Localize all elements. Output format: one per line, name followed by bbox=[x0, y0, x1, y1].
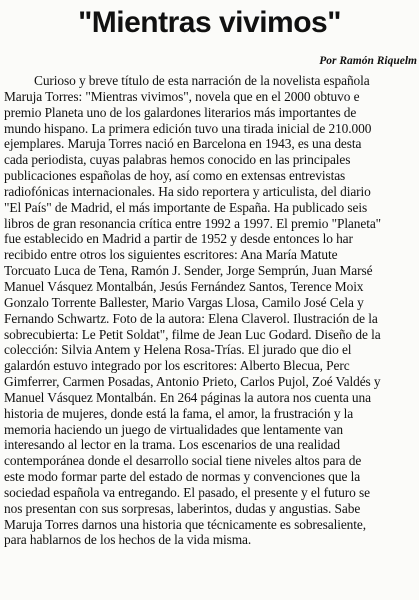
article-headline: "Mientras vivimos" bbox=[78, 6, 341, 39]
article-body-line: recibido entre otros los siguientes escritores: Ana María Matute bbox=[4, 247, 338, 263]
article-byline: Por Ramón Riquelm bbox=[319, 55, 417, 67]
article-body-line: Fernando Schwartz. Foto de la autora: Elena Claverol. Ilustración de la bbox=[4, 310, 378, 326]
article-body-line: Maruja Torres darnos una historia que técnicamente es sobresaliente, bbox=[4, 516, 366, 532]
article-body-line: contemporánea donde el desarrollo social tiene niveles altos para de bbox=[4, 453, 362, 469]
article-body-line: Manuel Vásquez Montalbán, Jesús Fernández Santos, Terence Moix bbox=[4, 278, 364, 294]
article-body-line: este modo formar parte del estado de normas y convenciones que la bbox=[4, 469, 361, 485]
article-body-line: radiofónicas internacionales. Ha sido reportera y articulista, del diario bbox=[4, 183, 371, 199]
article-body-line: fue establecido en Madrid a partir de 1952 y desde entonces lo har bbox=[4, 231, 353, 247]
article-body-line: Manuel Vásquez Montalbán. En 264 páginas la autora nos cuenta una bbox=[4, 389, 371, 405]
article-body-line: para hablarnos de los hechos de la vida misma. bbox=[4, 532, 252, 548]
article-body-line: Gimferrer, Carmen Posadas, Antonio Prieto, Carlos Pujol, Zoé Valdés y bbox=[4, 374, 381, 390]
article-body-line: premio Planeta uno de los galardones literarios más importantes de bbox=[4, 104, 357, 120]
article-body-line: historia de mujeres, donde está la fama, el amor, la frustración y la bbox=[4, 405, 354, 421]
article-body-line: Gonzalo Torrente Ballester, Mario Vargas Llosa, Camilo José Cela y bbox=[4, 294, 364, 310]
article-body-line: sociedad española va entregando. El pasado, el presente y el futuro se bbox=[4, 484, 370, 500]
article-body-line: cada periodista, cuyas palabras hemos conocido en las principales bbox=[4, 152, 351, 168]
article-body-line: Curioso y breve título de esta narración de la novelista española bbox=[34, 73, 370, 88]
article-body-line: Maruja Torres: "Mientras vivimos", novela que en el 2000 obtuvo e bbox=[4, 88, 360, 104]
article-body-line: publicaciones españolas de hoy, así como en extensas entrevistas bbox=[4, 168, 346, 184]
article-body-line: galardón estuvo integrado por los escritores: Alberto Blecua, Perc bbox=[4, 358, 350, 374]
article-body-line: colección: Silvia Antem y Helena Rosa-Trías. El jurado que dio el bbox=[4, 342, 352, 358]
article-body-line: interesando al lector en la trama. Los escenarios de una realidad bbox=[4, 437, 340, 453]
article-body bbox=[4, 73, 419, 548]
article-body-line: libros de gran resonancia crítica entre 1992 a 1997. El premio "Planeta" bbox=[4, 215, 382, 231]
article-body-line: Torcuato Luca de Tena, Ramón J. Sender, Jorge Semprún, Juan Marsé bbox=[4, 263, 373, 279]
article-body-line: ejemplares. Maruja Torres nació en Barcelona en 1943, es una desta bbox=[4, 136, 362, 152]
article-body-line: sobrecubierta: Le Petit Soldat", filme de Jean Luc Godard. Diseño de la bbox=[4, 326, 381, 342]
article-body-line: nos presentan con sus sorpresas, laberintos, dudas y angustias. Sabe bbox=[4, 500, 361, 516]
article-body-line: memoria haciendo un juego de virtualidades que lentamente van bbox=[4, 421, 343, 437]
article-body-line: mundo hispano. La primera edición tuvo una tirada inicial de 210.000 bbox=[4, 120, 372, 136]
article-body-line: "El País" de Madrid, el más importante de España. Ha publicado seis bbox=[4, 199, 368, 215]
